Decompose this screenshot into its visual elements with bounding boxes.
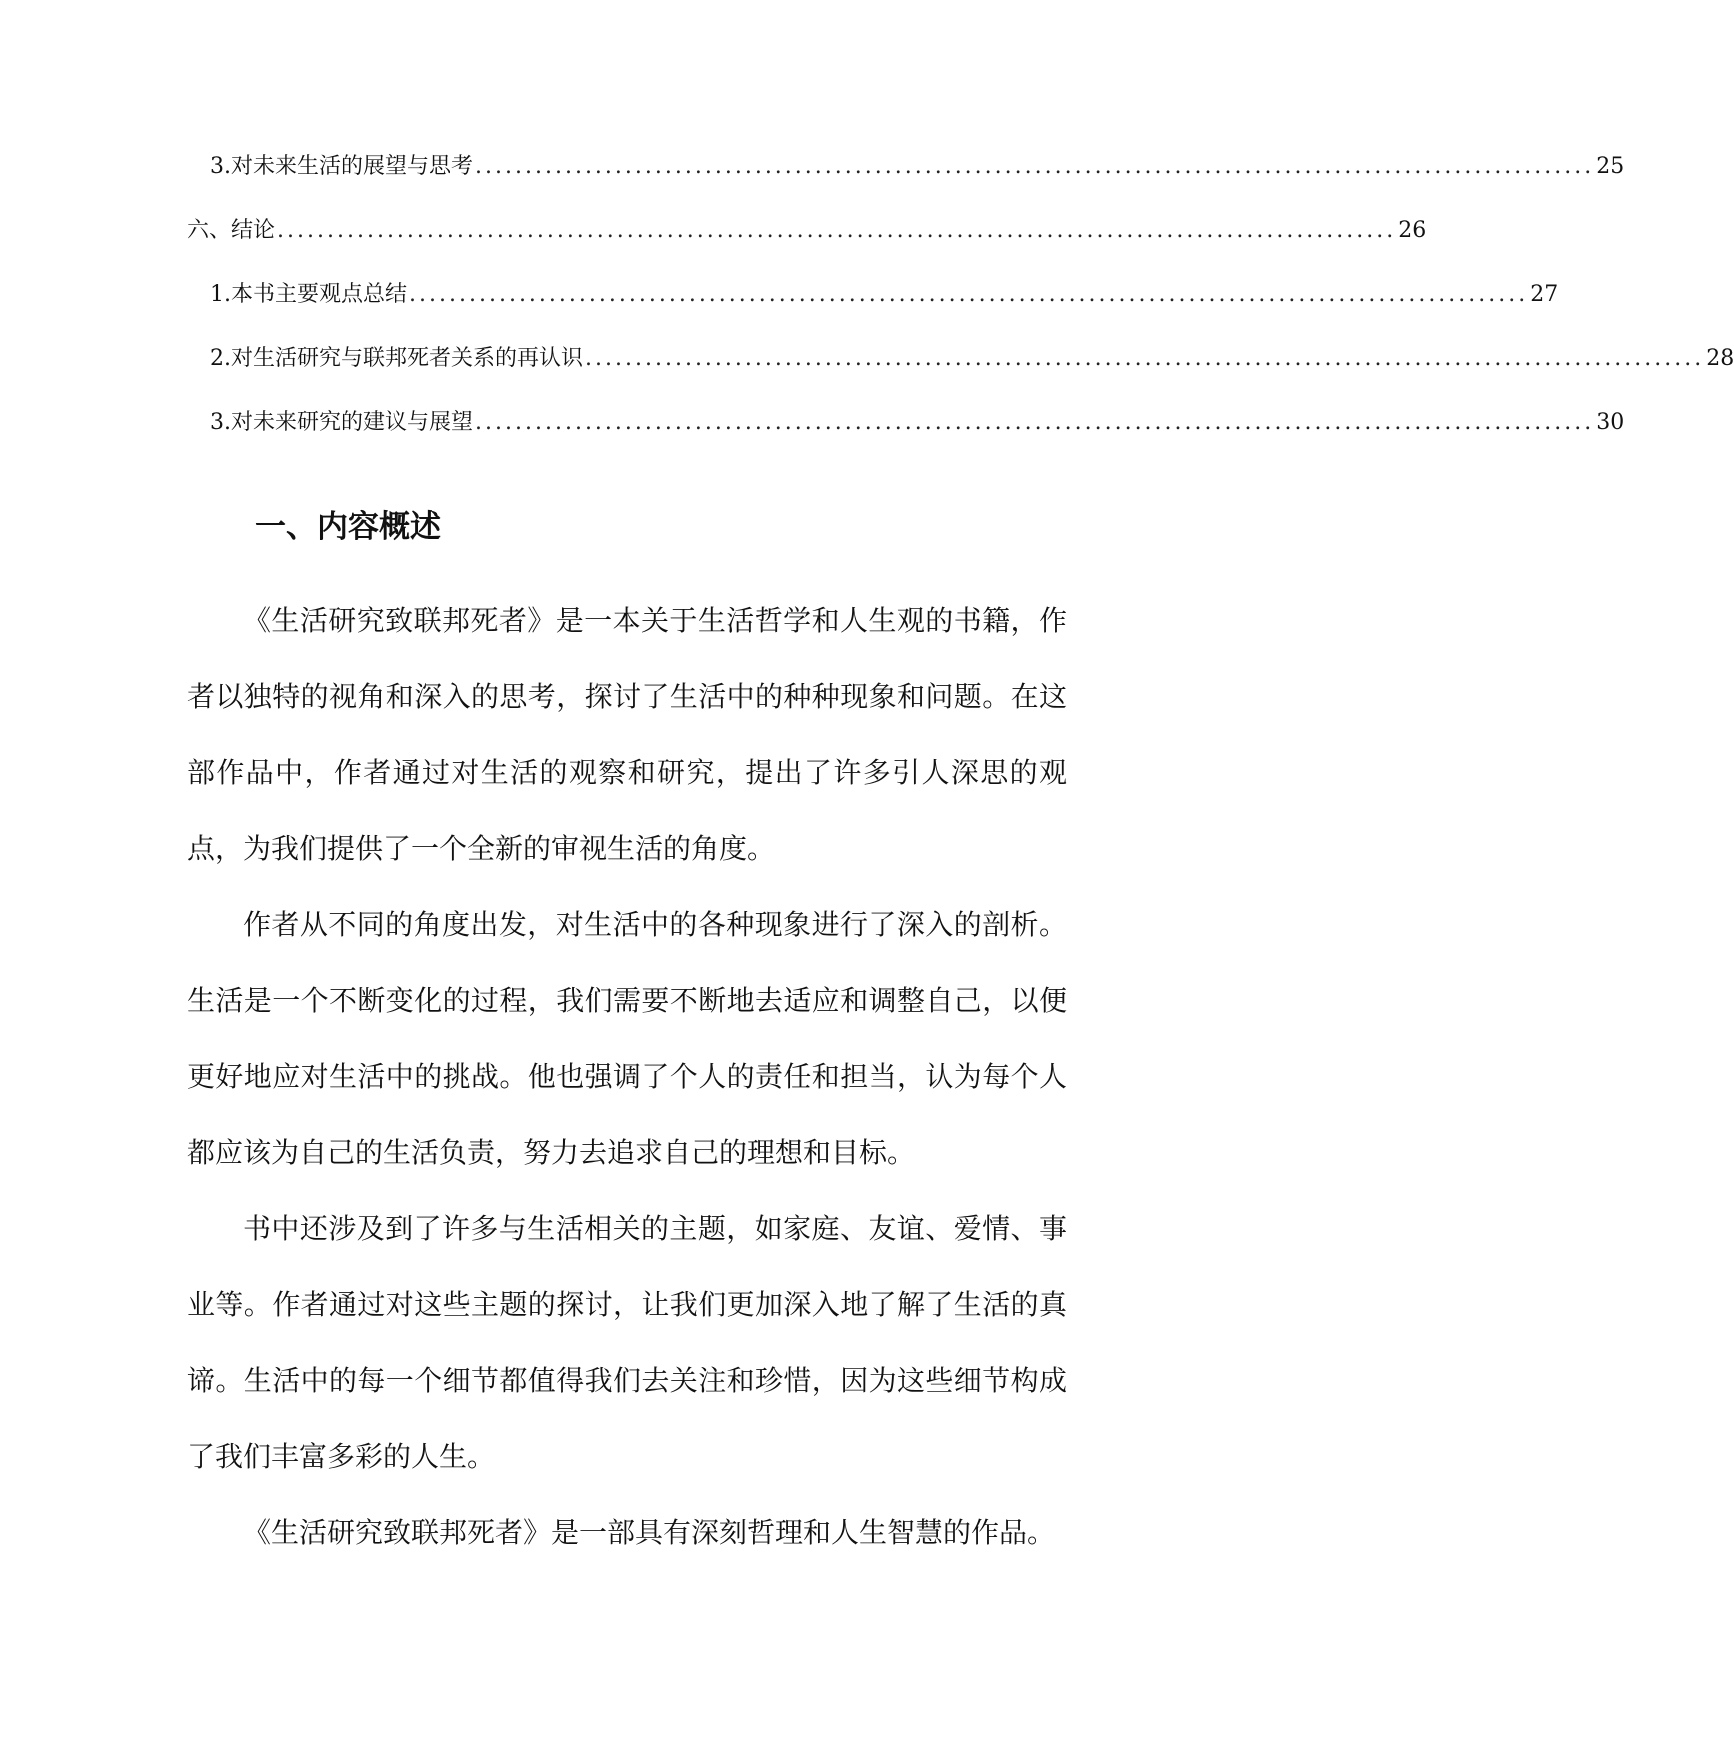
- toc-entry-title: 对生活研究与联邦死者关系的再认识: [231, 346, 584, 371]
- toc-entry-number: 1.: [210, 282, 231, 307]
- toc-entry-page: 26: [1398, 218, 1427, 243]
- toc-entry-number: 3.: [210, 154, 231, 179]
- toc-entry[interactable]: [210, 152, 1625, 182]
- toc-entry-page: 28: [1706, 346, 1734, 371]
- toc-dot-leader: ................................................................................................................: [475, 410, 1595, 435]
- toc-entry[interactable]: [210, 408, 1625, 438]
- toc-entry[interactable]: [210, 344, 1734, 374]
- toc-entry-page: 27: [1530, 282, 1559, 307]
- toc-entry-number: 3.: [210, 410, 231, 435]
- toc-dot-leader: ................................................................................................................: [475, 154, 1595, 179]
- paragraph: 《生活研究致联邦死者》是一本关于生活哲学和人生观的书籍，作者以独特的视角和深入的思考，探讨了生活中的种种现象和问题。在这部作品中，作者通过对生活的观察和研究，提出了许多引人深思的观点，为我们提供了一个全新的审视生活的角度。: [187, 604, 1067, 865]
- toc-entry[interactable]: [187, 216, 1427, 246]
- toc-dot-leader: ................................................................................................................: [585, 346, 1705, 371]
- paragraph: 书中还涉及到了许多与生活相关的主题，如家庭、友谊、爱情、事业等。作者通过对这些主题的探讨，让我们更加深入地了解了生活的真谛。生活中的每一个细节都值得我们去关注和珍惜，因为这些细节构成了我们丰富多彩的人生。: [187, 1212, 1067, 1473]
- section-heading: 一、内容概述: [255, 509, 441, 545]
- toc-dot-leader: ................................................................................................................: [277, 218, 1397, 243]
- section-body: [187, 583, 1067, 1571]
- toc-entry-title: 六、结论: [187, 218, 276, 243]
- toc-entry-title: 本书主要观点总结: [231, 282, 408, 307]
- toc-entry-title: 对未来研究的建议与展望: [231, 410, 474, 435]
- toc-entry-title: 对未来生活的展望与思考: [231, 154, 474, 179]
- paragraph: 《生活研究致联邦死者》是一部具有深刻哲理和人生智慧的作品。: [243, 1516, 1056, 1549]
- paragraph: 作者从不同的角度出发，对生活中的各种现象进行了深入的剖析。生活是一个不断变化的过程，我们需要不断地去适应和调整自己，以便更好地应对生活中的挑战。他也强调了个人的责任和担当，认为每个人都应该为自己的生活负责，努力去追求自己的理想和目标。: [187, 908, 1067, 1169]
- toc-entry[interactable]: [210, 280, 1559, 310]
- toc-entry-page: 25: [1596, 154, 1625, 179]
- toc-dot-leader: ................................................................................................................: [409, 282, 1529, 307]
- toc-entry-number: 2.: [210, 346, 231, 371]
- toc-entry-page: 30: [1596, 410, 1625, 435]
